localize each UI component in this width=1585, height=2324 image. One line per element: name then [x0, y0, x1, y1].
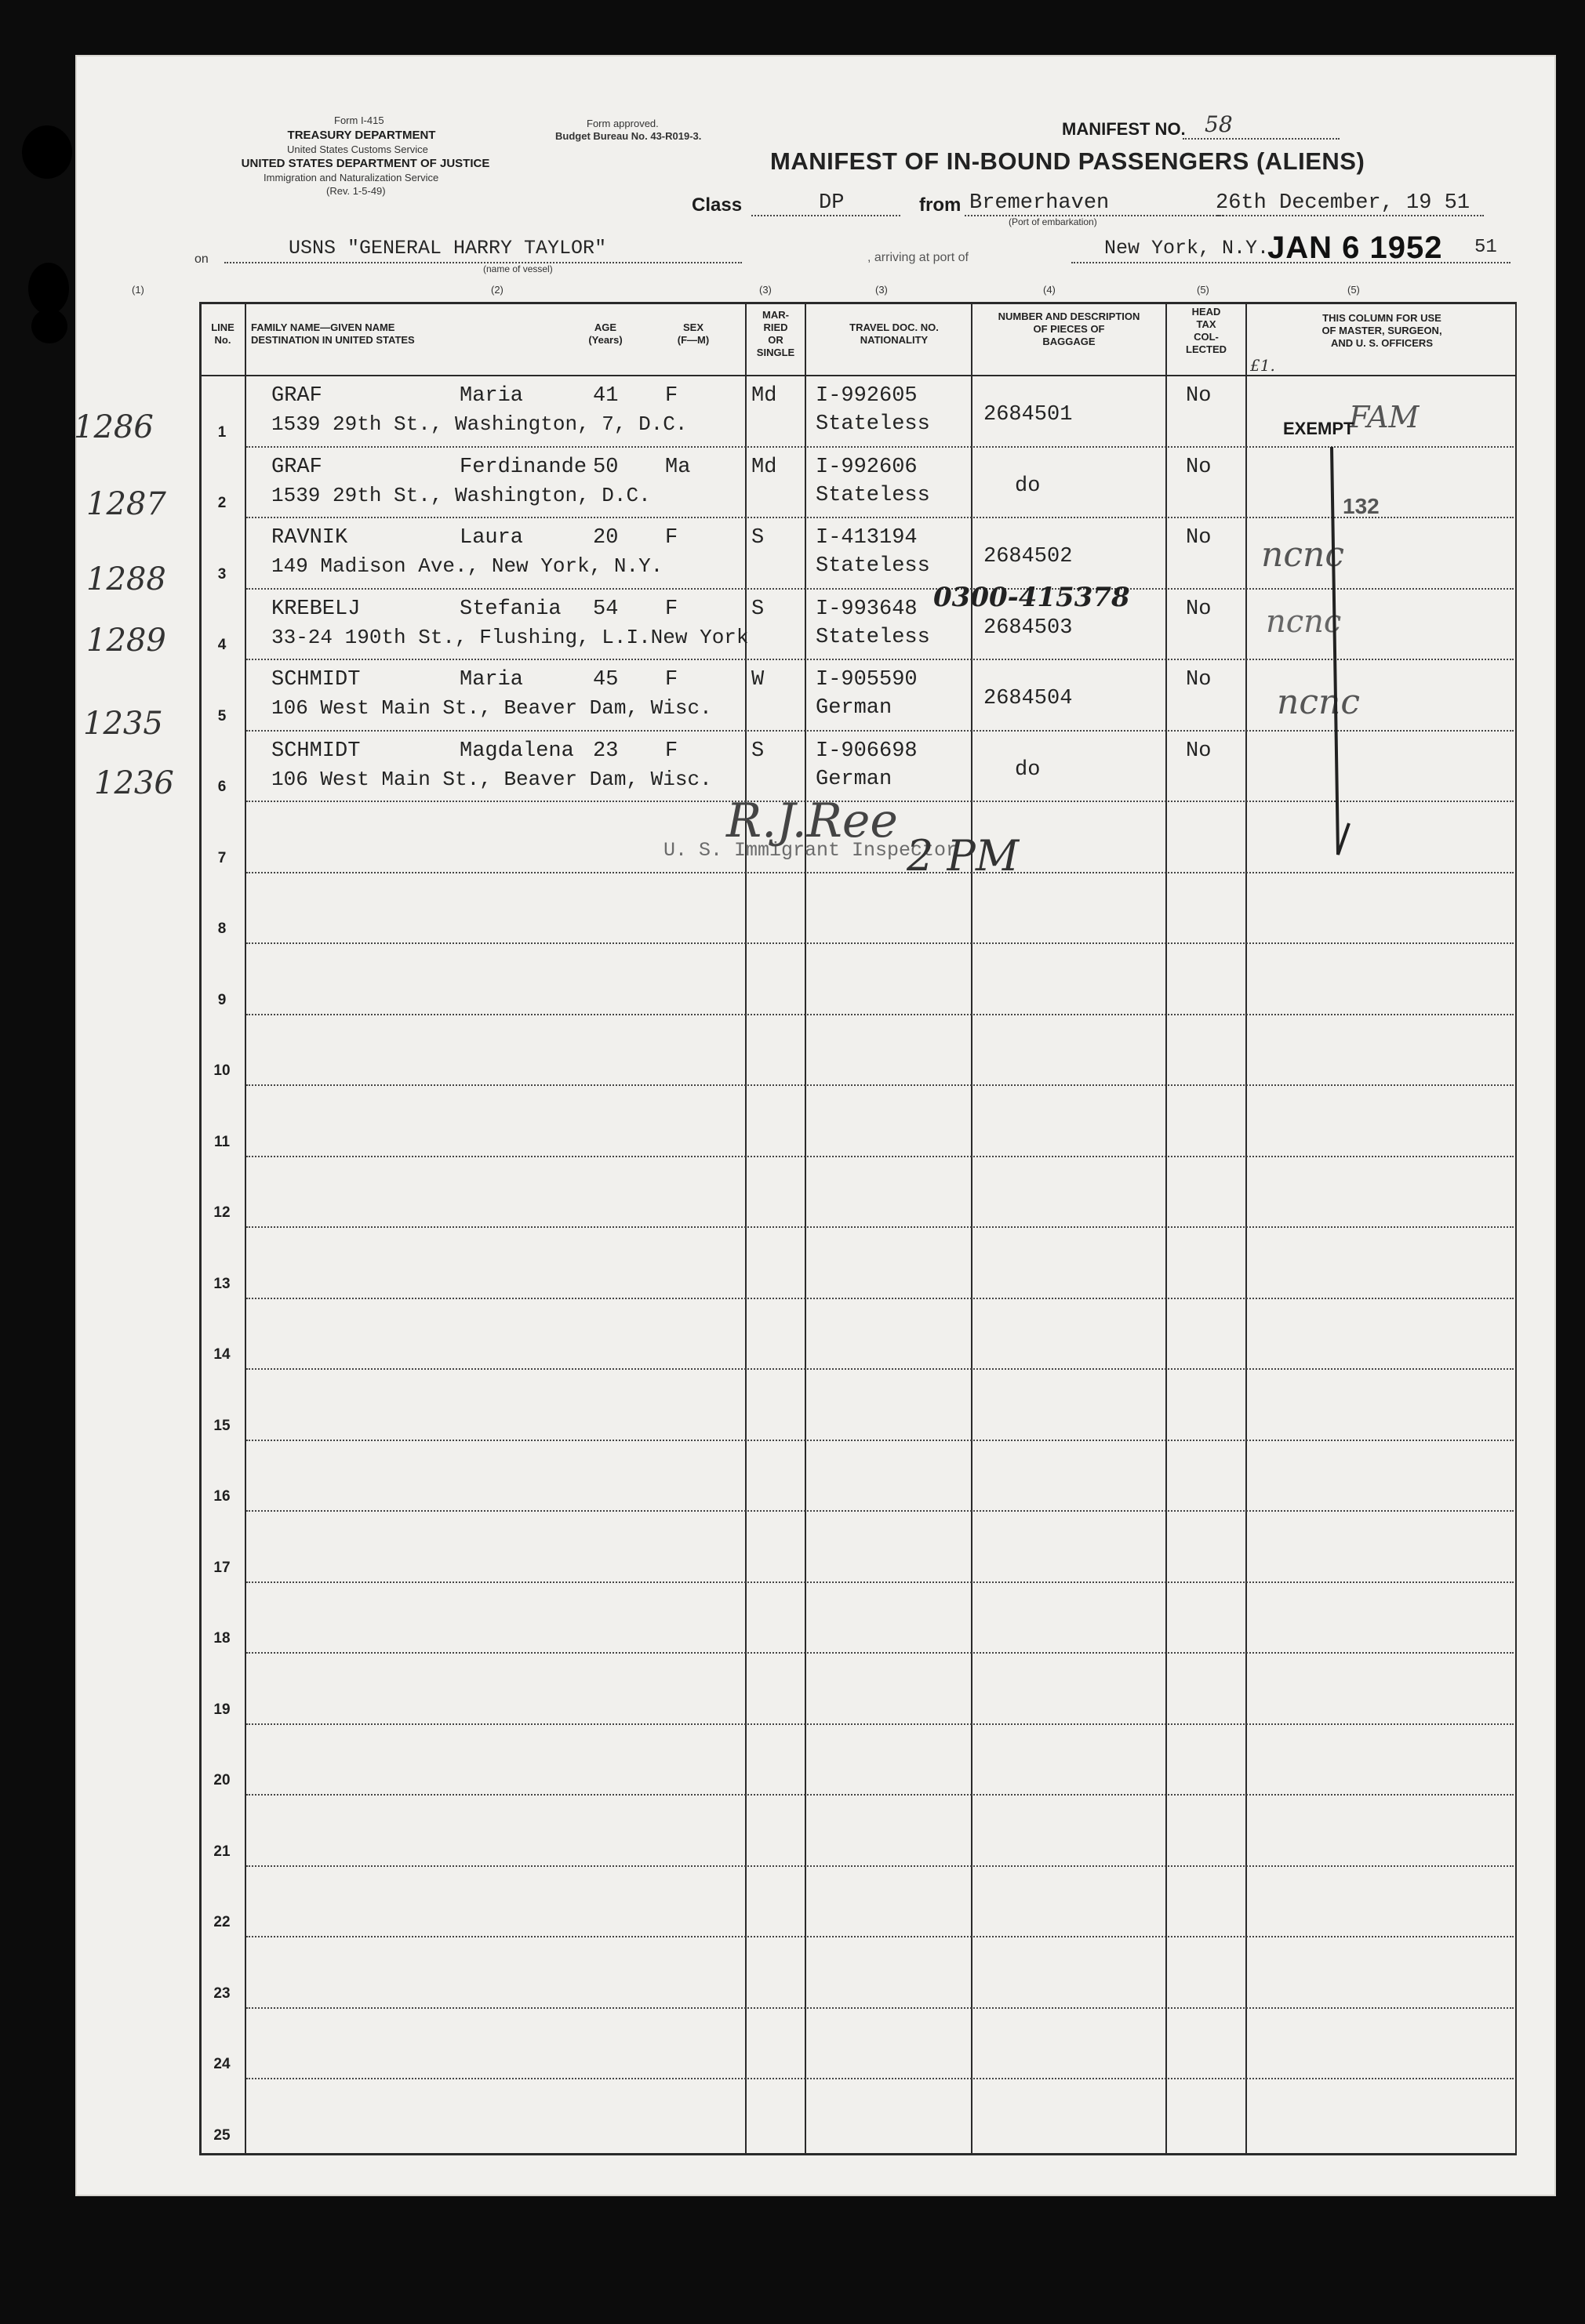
row-rule: [246, 1084, 1514, 1086]
row-rule: [246, 1510, 1514, 1512]
binder-hole: [28, 263, 69, 314]
line-number: 16: [213, 1488, 231, 1505]
given-name: Stefania: [460, 597, 562, 621]
sex: F: [665, 597, 678, 621]
header-sex: SEX (F—M): [677, 321, 710, 346]
header-travel-doc: TRAVEL DOC. NO. NATIONALITY: [849, 321, 939, 346]
exempt-stamp: EXEMPT: [1283, 419, 1354, 438]
sex: F: [665, 384, 678, 408]
baggage-description: 2684501: [983, 403, 1073, 427]
destination-address: 33-24 190th St., Flushing, L.I.New York: [271, 625, 749, 649]
port-caption: (Port of embarkation): [1009, 216, 1097, 227]
arriving-port: New York, N.Y.: [1104, 237, 1270, 260]
given-name: Maria: [460, 384, 524, 408]
table-top-border: [199, 302, 1517, 304]
sex: F: [665, 668, 678, 692]
manifest-title: MANIFEST OF IN-BOUND PASSENGERS (ALIENS): [770, 147, 1365, 175]
form-number: Form I-415: [334, 114, 384, 126]
header-family-name: FAMILY NAME—GIVEN NAME DESTINATION IN UNITED STATES: [251, 321, 415, 346]
margin-number: 1287: [86, 486, 166, 522]
head-tax-collected: No: [1186, 597, 1212, 621]
marital-status: Md: [751, 455, 777, 479]
vessel-name: USNS "GENERAL HARRY TAYLOR": [289, 237, 607, 260]
ncnc-note: ncnc: [1261, 535, 1344, 575]
header-bottom-line: [199, 375, 1517, 376]
col-num-3b: (3): [875, 284, 888, 296]
age: 41: [593, 384, 619, 408]
row-rule: [246, 1368, 1514, 1370]
given-name: Ferdinande: [460, 455, 587, 479]
sex: Ma: [665, 455, 691, 479]
table-left-border: [199, 302, 202, 2155]
row-rule: [246, 942, 1514, 944]
travel-doc-no: I-906698: [816, 739, 918, 763]
destination-address: 106 West Main St., Beaver Dam, Wisc.: [271, 696, 712, 720]
travel-doc-no: I-905590: [816, 668, 918, 692]
head-tax-collected: No: [1186, 739, 1212, 763]
baggage-description: 2684503: [983, 615, 1073, 640]
col-divider-name: [745, 302, 747, 2155]
line-number: 6: [217, 779, 227, 795]
line-number: 10: [213, 1062, 231, 1079]
line-number: 24: [213, 2056, 231, 2072]
family-name: GRAF: [271, 384, 322, 408]
line-number: 9: [217, 991, 227, 1008]
class-line: [751, 215, 900, 216]
row-rule: [246, 1226, 1514, 1228]
col-num-4: (4): [1043, 284, 1056, 296]
justice-dept: UNITED STATES DEPARTMENT OF JUSTICE: [241, 157, 490, 170]
row-rule: [246, 1652, 1514, 1654]
col-divider-doc: [971, 302, 972, 2155]
row-rule: [246, 1298, 1514, 1299]
year-suffix: 51: [1474, 237, 1497, 258]
head-tax-collected: No: [1186, 384, 1212, 408]
form-approved: Form approved.: [587, 118, 659, 129]
class-label: Class: [692, 194, 743, 216]
marital-status: S: [751, 739, 765, 763]
head-tax-collected: No: [1186, 526, 1212, 550]
line-number: 25: [213, 2126, 231, 2144]
binder-hole: [31, 309, 67, 343]
header-age: AGE (Years): [588, 321, 623, 346]
given-name: Magdalena: [460, 739, 574, 763]
dept-name: TREASURY DEPARTMENT: [287, 129, 436, 142]
header-officers: THIS COLUMN FOR USE OF MASTER, SURGEON, AND U. S. OFFICERS: [1321, 312, 1442, 349]
line-number: 3: [217, 565, 227, 583]
baggage-description: do: [1015, 474, 1041, 498]
binder-hole: [22, 125, 72, 179]
inspector-initials: R.J.Ree: [726, 793, 898, 848]
family-name: KREBELJ: [271, 597, 361, 621]
line-number: 2: [217, 495, 227, 511]
ins-service: Immigration and Naturalization Service: [264, 172, 439, 183]
row-rule: [246, 2007, 1514, 2009]
sex: F: [665, 526, 678, 550]
row-rule: [246, 1794, 1514, 1796]
fam-note: FAM: [1349, 400, 1420, 434]
line-number: 22: [213, 1914, 231, 1930]
col-num-3: (3): [759, 284, 772, 296]
age: 23: [593, 739, 619, 763]
row-rule: [246, 2078, 1514, 2079]
nationality: Stateless: [816, 483, 930, 507]
marital-status: S: [751, 526, 765, 550]
arrival-line: [1071, 262, 1510, 263]
head-tax-collected: No: [1186, 668, 1212, 692]
family-name: SCHMIDT: [271, 739, 361, 763]
row-rule: [246, 1581, 1514, 1583]
travel-doc-no: I-413194: [816, 526, 918, 550]
customs-service: United States Customs Service: [287, 143, 428, 155]
given-name: Maria: [460, 668, 524, 692]
margin-number: 1236: [94, 765, 174, 801]
from-label: from: [919, 194, 962, 216]
given-name: Laura: [460, 526, 524, 550]
margin-number: 1289: [86, 623, 166, 659]
col-divider-tax: [1245, 302, 1247, 2155]
col-divider-married: [805, 302, 806, 2155]
from-value: Bremerhaven: [969, 191, 1110, 215]
manifest-no-line: [1183, 138, 1340, 140]
line-number: 5: [217, 707, 227, 724]
sex: F: [665, 739, 678, 763]
travel-doc-no: I-993648: [816, 597, 918, 621]
destination-address: 1539 29th St., Washington, 7, D.C.: [271, 412, 688, 436]
nationality: German: [816, 767, 892, 791]
date-value: 26th December, 19 51: [1216, 191, 1470, 215]
destination-address: 1539 29th St., Washington, D.C.: [271, 483, 651, 507]
row-rule: [246, 1014, 1514, 1015]
header-married: MAR- RIED OR SINGLE: [756, 309, 795, 358]
arrival-date-stamp: JAN 6 1952: [1267, 231, 1443, 265]
line-number: 14: [213, 1346, 231, 1363]
ncnc-note: ncnc: [1277, 682, 1360, 722]
head-tax-collected: No: [1186, 455, 1212, 479]
header-line-no: LINE No.: [211, 321, 234, 346]
marital-status: Md: [751, 384, 777, 408]
line-number: 19: [213, 1701, 231, 1718]
officer-bracket-mark: [1314, 431, 1361, 870]
family-name: SCHMIDT: [271, 668, 361, 692]
margin-number: 1235: [83, 706, 163, 742]
family-name: RAVNIK: [271, 526, 348, 550]
line-number: 18: [213, 1630, 231, 1647]
family-name: GRAF: [271, 455, 322, 479]
baggage-description: do: [1015, 757, 1041, 782]
col-num-2: (2): [491, 284, 503, 296]
row-rule: [246, 1723, 1514, 1725]
on-label: on: [194, 252, 209, 266]
head-tax-amount: £1.: [1250, 356, 1275, 375]
budget-bureau: Budget Bureau No. 43-R019-3.: [555, 130, 702, 142]
marital-status: S: [751, 597, 765, 621]
vessel-caption: (name of vessel): [483, 263, 553, 274]
age: 50: [593, 455, 619, 479]
margin-number: 1286: [74, 409, 154, 445]
nationality: German: [816, 696, 892, 720]
age: 54: [593, 597, 619, 621]
age: 45: [593, 668, 619, 692]
revision: (Rev. 1-5-49): [326, 185, 386, 197]
destination-address: 106 West Main St., Beaver Dam, Wisc.: [271, 767, 712, 791]
ncnc-note: ncnc: [1266, 604, 1342, 640]
date-line: [1217, 215, 1484, 216]
col-num-1: (1): [132, 284, 144, 296]
line-number: 13: [213, 1275, 231, 1292]
marital-status: W: [751, 668, 765, 692]
nationality: Stateless: [816, 625, 930, 649]
travel-doc-no: I-992605: [816, 384, 918, 408]
col-num-5: (5): [1197, 284, 1209, 296]
header-head-tax: HEAD TAX COL- LECTED: [1186, 306, 1227, 355]
manifest-page: [75, 55, 1556, 2196]
baggage-description: 2684504: [983, 687, 1073, 710]
line-number: 4: [217, 637, 227, 653]
age: 20: [593, 526, 619, 550]
col-divider-baggage: [1165, 302, 1167, 2155]
line-number: 8: [217, 921, 227, 937]
arriving-label: , arriving at port of: [867, 251, 969, 264]
line-number: 20: [213, 1772, 231, 1788]
row-rule: [246, 1936, 1514, 1937]
line-number: 23: [213, 1984, 231, 2002]
line-number: 11: [213, 1133, 231, 1150]
line-number: 12: [213, 1204, 231, 1221]
reference-number: 0300-415378: [933, 582, 1130, 613]
col-num-5b: (5): [1347, 284, 1360, 296]
row-rule: [246, 1156, 1514, 1157]
table-bottom-border: [199, 2153, 1517, 2155]
row-rule: [246, 872, 1514, 873]
baggage-description: 2684502: [983, 545, 1073, 568]
manifest-no-label: MANIFEST NO.: [1062, 119, 1186, 139]
table-right-border: [1515, 302, 1517, 2155]
travel-doc-no: I-992606: [816, 455, 918, 479]
destination-address: 149 Madison Ave., New York, N.Y.: [271, 554, 663, 578]
line-number: 17: [213, 1559, 231, 1576]
class-value: DP: [819, 191, 845, 215]
manifest-no-value: 58: [1205, 111, 1233, 137]
inspection-time: 2 PM: [907, 831, 1020, 881]
line-number: 1: [217, 423, 227, 441]
header-baggage: NUMBER AND DESCRIPTION OF PIECES OF BAGGAGE: [998, 310, 1140, 347]
inspector-stamp: U. S. Immigrant Inspector: [663, 839, 958, 862]
row-rule: [246, 1440, 1514, 1441]
margin-number: 1288: [86, 561, 166, 597]
row-rule: [246, 1865, 1514, 1867]
num-132: 132: [1343, 494, 1380, 518]
line-number: 21: [213, 1843, 231, 1860]
nationality: Stateless: [816, 412, 930, 436]
line-number: 15: [213, 1417, 231, 1434]
line-number: 7: [217, 849, 227, 866]
col-divider-line: [245, 302, 246, 2155]
nationality: Stateless: [816, 554, 930, 578]
